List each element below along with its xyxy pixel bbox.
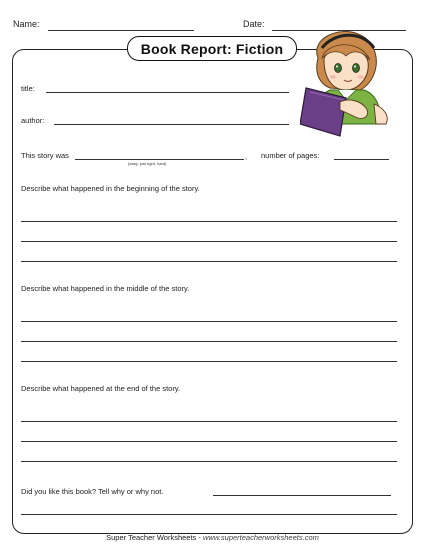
story-difficulty-label: This story was bbox=[21, 151, 69, 160]
answer-line-middle-1[interactable] bbox=[21, 321, 397, 322]
answer-line-beginning-1[interactable] bbox=[21, 221, 397, 222]
author-label: author: bbox=[21, 116, 45, 125]
prompt-beginning: Describe what happened in the beginning of the story. bbox=[21, 184, 200, 193]
prompt-opinion: Did you like this book? Tell why or why not. bbox=[21, 487, 164, 496]
answer-line-end-1[interactable] bbox=[21, 421, 397, 422]
book-title-label: title: bbox=[21, 84, 35, 93]
girl-reading-book-icon bbox=[300, 28, 400, 140]
page-count-input-line[interactable] bbox=[334, 159, 389, 160]
story-difficulty-input-line[interactable] bbox=[75, 159, 244, 160]
answer-line-middle-3[interactable] bbox=[21, 361, 397, 362]
footer-url[interactable]: www.superteacherworksheets.com bbox=[202, 533, 319, 542]
prompt-end: Describe what happened at the end of the story. bbox=[21, 384, 181, 393]
answer-line-end-2[interactable] bbox=[21, 441, 397, 442]
author-input-line[interactable] bbox=[54, 124, 289, 125]
page-count-label: number of pages: bbox=[261, 151, 320, 160]
answer-line-end-3[interactable] bbox=[21, 461, 397, 462]
answer-line-opinion-1[interactable] bbox=[213, 495, 391, 496]
footer-separator: - bbox=[196, 533, 203, 542]
comma: , bbox=[245, 152, 248, 161]
answer-line-beginning-3[interactable] bbox=[21, 261, 397, 262]
answer-line-beginning-2[interactable] bbox=[21, 241, 397, 242]
story-difficulty-hint: (easy, just right, hard) bbox=[128, 161, 167, 166]
footer-brand: Super Teacher Worksheets bbox=[106, 533, 197, 542]
prompt-middle: Describe what happened in the middle of the story. bbox=[21, 284, 190, 293]
name-input-line[interactable] bbox=[48, 30, 194, 31]
answer-line-middle-2[interactable] bbox=[21, 341, 397, 342]
name-label: Name: bbox=[13, 19, 40, 29]
book-title-input-line[interactable] bbox=[46, 92, 289, 93]
footer bbox=[0, 533, 425, 542]
date-label: Date: bbox=[243, 19, 265, 29]
worksheet-title: Book Report: Fiction bbox=[127, 36, 297, 61]
answer-line-opinion-2[interactable] bbox=[21, 514, 397, 515]
